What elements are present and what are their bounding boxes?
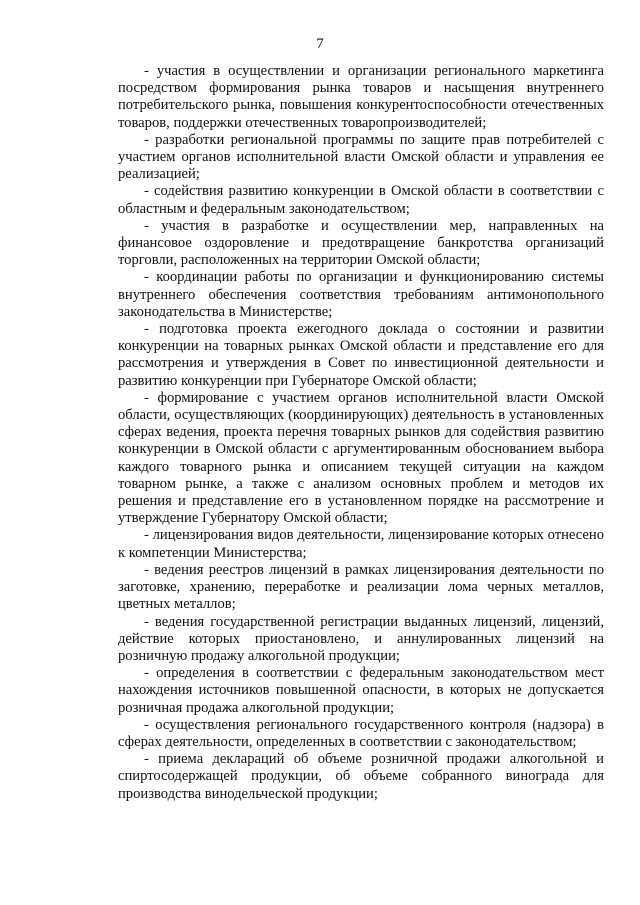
document-body [118, 63, 604, 803]
paragraph: - координации работы по организации и функционированию системы внутреннего обеспечения соответствия требованиям антимонопольного законодательства в Министерстве; [118, 269, 604, 320]
paragraph: - содействия развитию конкуренции в Омской области в соответствии с областным и федеральным законодательством; [118, 183, 604, 217]
page-number: 7 [316, 36, 324, 52]
paragraph: - определения в соответствии с федеральным законодательством мест нахождения источников повышенной опасности, в которых не допускается розничная продажа алкогольной продукции; [118, 665, 604, 716]
paragraph: - участия в разработке и осуществлении мер, направленных на финансовое оздоровление и предотвращение банкротства организаций торговли, расположенных на территории Омской области; [118, 217, 604, 269]
paragraph: - ведения реестров лицензий в рамках лицензирования деятельности по заготовке, хранению, переработке и реализации лома черных металлов, цветных металлов; [118, 561, 604, 613]
paragraph: - формирование с участием органов исполнительной власти Омской области, осуществляющих (координирующих) деятельность в установленных сферах ведения, проекта перечня товарных рынков для содействия развитию конкуренции в Омской области с аргументированным обоснованием выбора каждого товарного рынка и описанием текущей ситуации на каждом товарном рынке, а также с анализом основных проблем и методов их решения и представление его в установленном порядке на рассмотрение и утверждение Губернатору Омской области; [118, 389, 604, 527]
paragraph: - ведения государственной регистрации выданных лицензий, лицензий, действие которых приостановлено, и аннулированных лицензий на розничную продажу алкогольной продукции; [118, 613, 604, 664]
paragraph: - подготовка проекта ежегодного доклада о состоянии и развитии конкуренции на товарных рынках Омской области и представление его для рассмотрения и утверждения в Совет по инвестиционной деятельности и развитию конкуренции при Губернаторе Омской области; [118, 321, 604, 389]
paragraph: - лицензирования видов деятельности, лицензирование которых отнесено к компетенции Министерства; [118, 527, 604, 561]
paragraph: - приема деклараций об объеме розничной продажи алкогольной и спиртосодержащей продукции, об объеме собранного винограда для производства винодельческой продукции; [118, 751, 604, 802]
paragraph: - разработки региональной программы по защите прав потребителей с участием органов исполнительной власти Омской области и управления ее реализацией; [118, 131, 604, 183]
paragraph: - участия в осуществлении и организации регионального маркетинга посредством формирования рынка товаров и насыщения внутреннего потребительского рынка, повышения конкурентоспособности отечественных товаров, поддержки отечественных товаропроизводителей; [118, 63, 604, 131]
paragraph: - осуществления регионального государственного контроля (надзора) в сферах деятельности, определенных в соответствии с законодательством; [118, 716, 604, 750]
